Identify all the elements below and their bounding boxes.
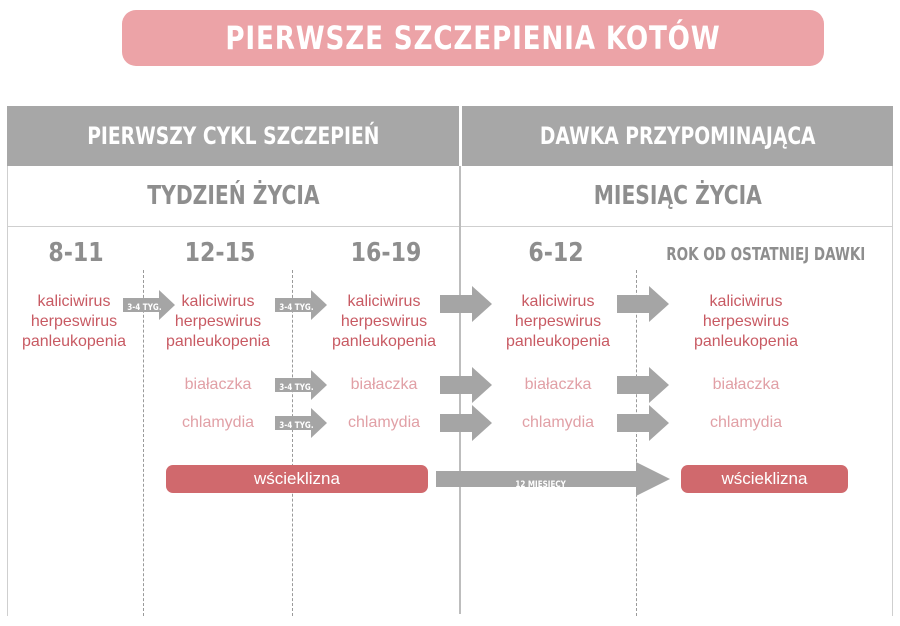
rabies-interval-text: 12 MIESIĘCY — [515, 480, 567, 490]
vaccine-bialaczka: białaczka — [184, 376, 252, 393]
title-banner — [122, 10, 824, 66]
subheader-weeks: TYDZIEŃ ŻYCIA — [147, 181, 320, 211]
interval-label — [275, 377, 315, 395]
subheader-left-cell — [7, 166, 460, 226]
vaccine-herpeswirus: herpeswirus — [30, 313, 118, 330]
vaccine-chlamydia: chlamydia — [181, 414, 255, 431]
arrow-right-icon — [617, 286, 669, 322]
age-col-4: 6-12 — [528, 238, 584, 268]
vaccine-bialaczka: białaczka — [712, 376, 780, 393]
vaccine-bialaczka: białaczka — [350, 376, 418, 393]
rabies-label: wścieklizna — [254, 469, 340, 488]
interval-label — [123, 297, 163, 315]
age-col-2: 12-15 — [184, 238, 256, 268]
arrow-right-icon — [440, 367, 492, 403]
vaccine-kaliciwirus: kaliciwirus — [521, 293, 595, 310]
age-col-3: 16-19 — [350, 238, 422, 268]
interval-text: 3-4 TYG. — [279, 383, 314, 393]
age-col-1: 8-11 — [48, 238, 104, 268]
header-booster: DAWKA PRZYPOMINAJĄCA — [539, 122, 816, 150]
arrow-right-icon — [617, 405, 669, 441]
vaccine-panleukopenia: panleukopenia — [165, 333, 271, 350]
core-vaccine-col-4 — [488, 292, 628, 352]
vaccine-bialaczka: białaczka — [524, 376, 592, 393]
header-first-cycle: PIERWSZY CYKL SZCZEPIEŃ — [87, 122, 380, 150]
vaccine-panleukopenia: panleukopenia — [331, 333, 437, 350]
vaccine-kaliciwirus: kaliciwirus — [37, 293, 111, 310]
rabies-interval-label — [436, 474, 646, 492]
interval-label — [275, 297, 315, 315]
subheader-months: MIESIĄC ŻYCIA — [593, 181, 762, 211]
rabies-label: wścieklizna — [721, 469, 808, 488]
age-col-5: ROK OD OSTATNIEJ DAWKI — [666, 244, 866, 265]
vaccine-chlamydia: chlamydia — [709, 414, 783, 431]
core-vaccine-col-5 — [676, 292, 816, 352]
interval-text: 3-4 TYG. — [279, 421, 314, 431]
vaccine-herpeswirus: herpeswirus — [174, 313, 262, 330]
vaccine-chlamydia: chlamydia — [521, 414, 595, 431]
header-divider — [459, 106, 462, 166]
vaccine-kaliciwirus: kaliciwirus — [347, 293, 421, 310]
interval-text: 3-4 TYG. — [279, 303, 314, 313]
subheader-right-cell — [462, 166, 893, 226]
arrow-right-icon — [440, 405, 492, 441]
core-vaccine-col-3 — [314, 292, 454, 352]
vaccine-kaliciwirus: kaliciwirus — [709, 293, 783, 310]
arrow-right-icon — [440, 286, 492, 322]
vaccine-panleukopenia: panleukopenia — [505, 333, 611, 350]
vaccine-herpeswirus: herpeswirus — [340, 313, 428, 330]
header-left-cell — [7, 106, 460, 166]
rabies-pill-primary — [166, 465, 428, 493]
vaccine-herpeswirus: herpeswirus — [514, 313, 602, 330]
rabies-pill-booster — [681, 465, 848, 493]
interval-label — [275, 415, 315, 433]
vaccine-panleukopenia: panleukopenia — [21, 333, 127, 350]
page-title: PIERWSZE SZCZEPIENIA KOTÓW — [225, 19, 721, 57]
header-right-cell — [462, 106, 893, 166]
vaccine-herpeswirus: herpeswirus — [702, 313, 790, 330]
vaccine-chlamydia: chlamydia — [347, 414, 421, 431]
vaccine-panleukopenia: panleukopenia — [693, 333, 799, 350]
arrow-right-icon — [617, 367, 669, 403]
interval-text: 3-4 TYG. — [127, 303, 162, 313]
subheader-divider — [7, 226, 893, 227]
column-divider-2 — [292, 270, 293, 616]
vaccine-kaliciwirus: kaliciwirus — [181, 293, 255, 310]
